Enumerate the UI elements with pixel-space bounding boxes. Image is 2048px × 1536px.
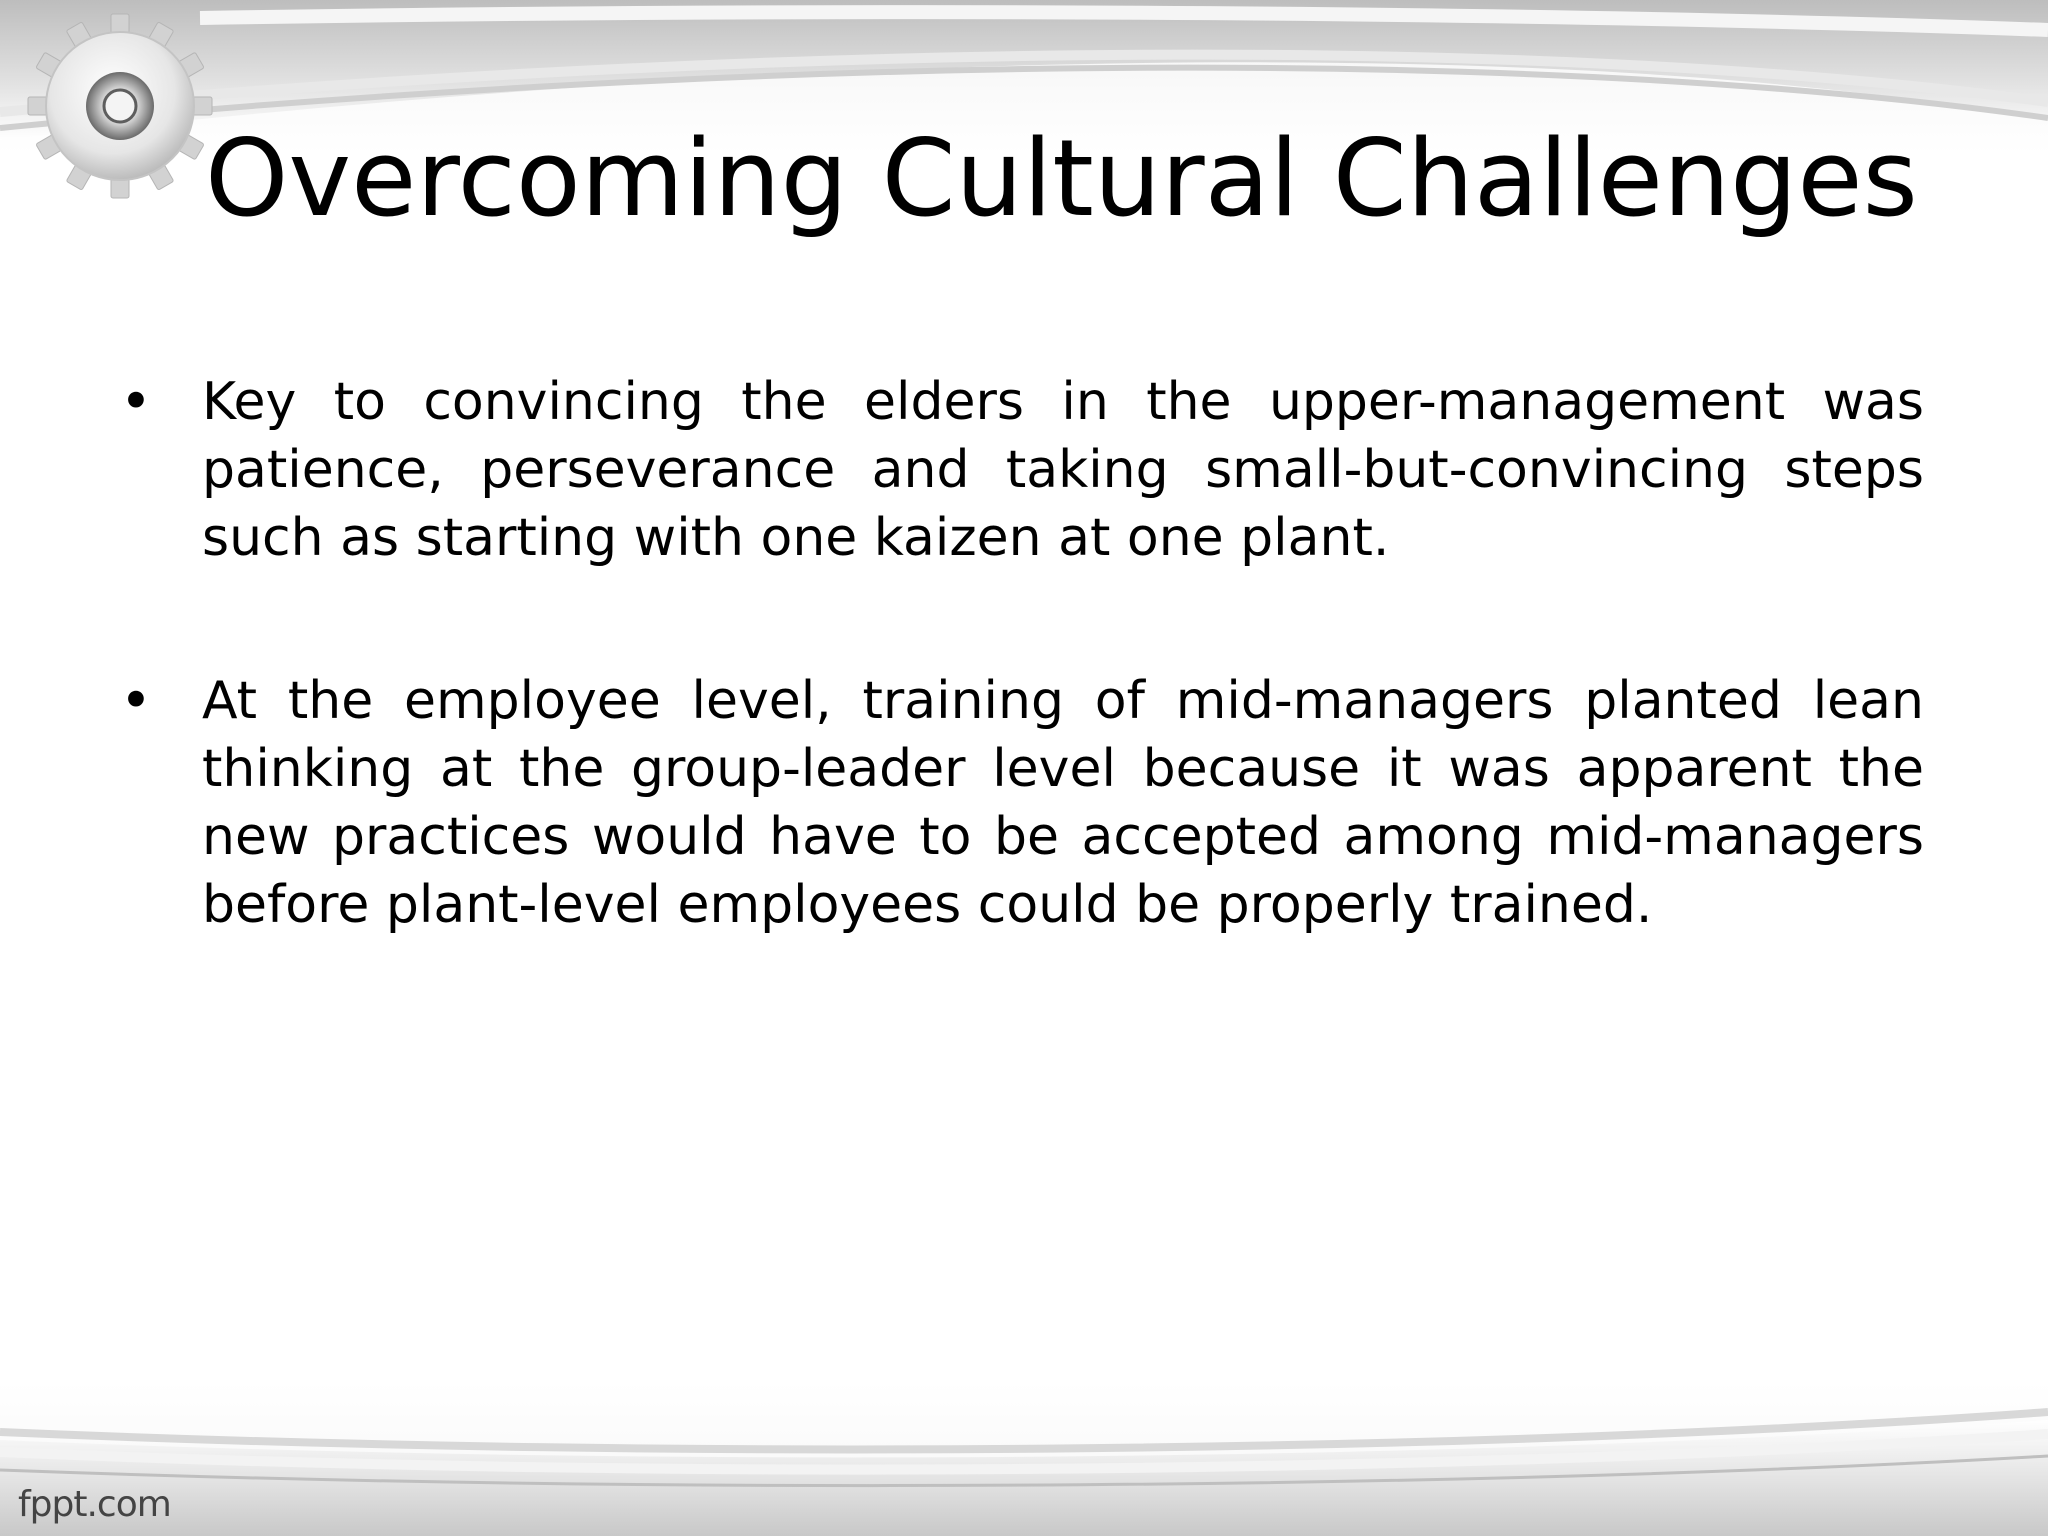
bullet-item [120,667,1924,939]
bullet-item [120,368,1924,572]
footer-brand-logo: fppt.com [18,1484,171,1525]
slide-title: Overcoming Cultural Challenges [205,117,1918,240]
bullet-marker: • [120,669,152,732]
gear-icon [20,6,220,206]
bullet-text: At the employee level, training of mid-managers planted lean thinking at the group-leader level because it was apparent the new practices would have to be accepted among mid-managers before plant-level employees could be properly trained. [202,671,1924,935]
bottom-swoosh-decoration [0,1400,2048,1536]
bullet-marker: • [120,370,152,433]
bullet-text: Key to convincing the elders in the upper-management was patience, perseverance and taking small-but-convincing steps such as starting with one kaizen at one plant. [202,372,1924,568]
bullet-list [120,368,1924,1034]
